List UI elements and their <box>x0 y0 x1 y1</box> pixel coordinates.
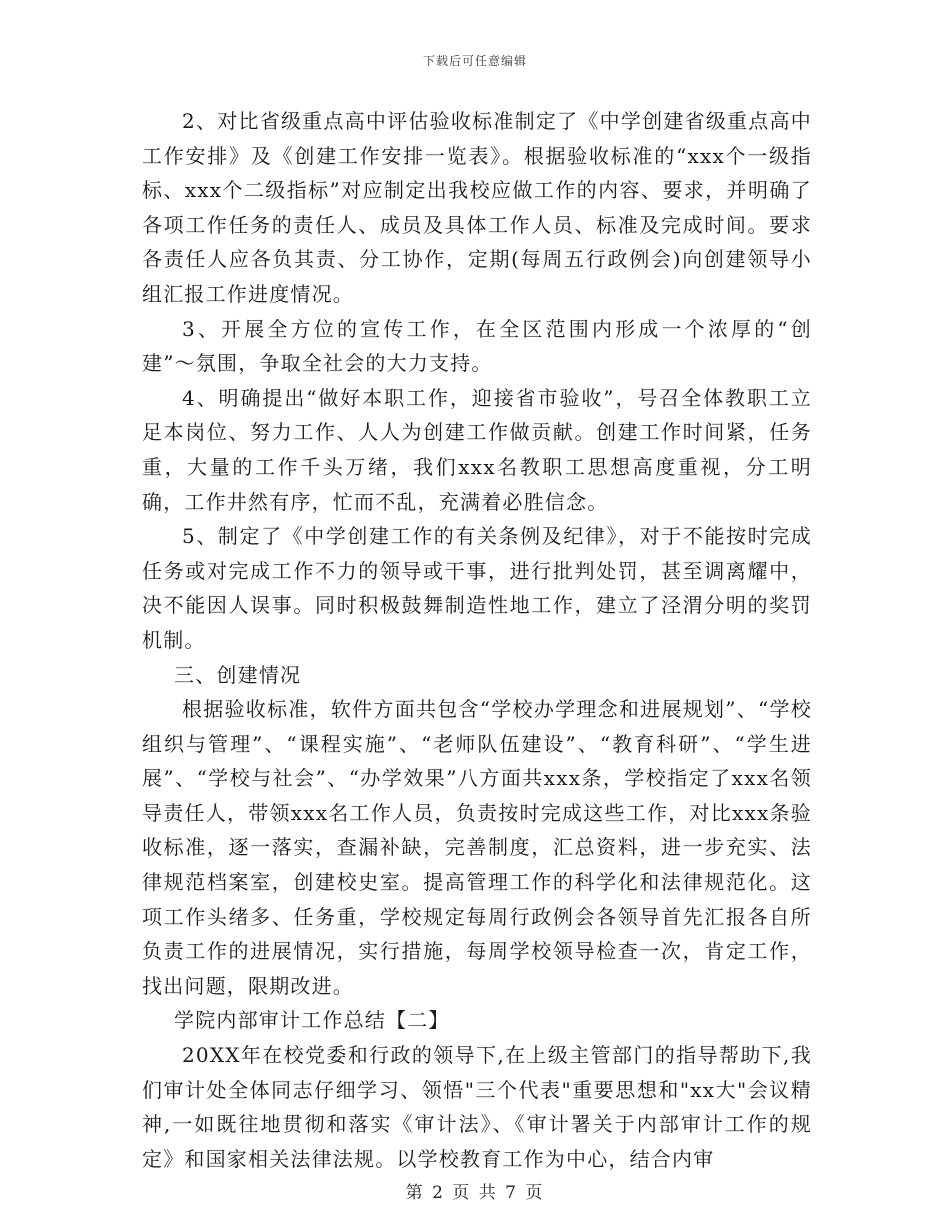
paragraph-item-2: 2、对比省级重点高中评估验收标准制定了《中学创建省级重点高中工作安排》及《创建工作安排一览表》。根据验收标准的“xxx个一级指标、xxx个二级指标”对应制定出我校应做工作的内容、要求，并明确了各项工作任务的责任人、成员及具体工作人员、标准及完成时间。要求各责任人应各负其责、分工协作，定期(每周五行政例会)向创建领导小组汇报工作进度情况。 <box>142 109 812 306</box>
section-paragraph: 根据验收标准，软件方面共包含“学校办学理念和进展规划”、“学校组织与管理”、“课程实施”、“老师队伍建设”、“教育科研”、“学生进展”、“学校与社会”、“办学效果”八方面共xxx条，学校指定了xxx名领导责任人，带领xxx名工作人员，负责按时完成这些工作，对比xxx条验收标准，逐一落实，查漏补缺，完善制度，汇总资料，进一步充实、法律规范档案室，创建校史室。提高管理工作的科学化和法律规范化。这项工作头绪多、任务重，学校规定每周行政例会各领导首先汇报各自所负责工作的进展情况，实行措施，每周学校领导检查一次，肯定工作，找出问题，限期改进。 <box>142 697 812 998</box>
paragraph-item-4: 4、明确提出“做好本职工作，迎接省市验收”，号召全体教职工立足本岗位、努力工作、人人为创建工作做贡献。创建工作时间紧，任务重，大量的工作千头万绪，我们xxx名教职工思想高度重视，分工明确，工作井然有序，忙而不乱，充满着必胜信念。 <box>142 385 812 514</box>
article-title: 学院内部审计工作总结【二】 <box>174 1008 450 1033</box>
section-heading: 三、创建情况 <box>174 662 302 687</box>
paragraph-item-5: 5、制定了《中学创建工作的有关条例及纪律》，对于不能按时完成任务或对完成工作不力的领导或干事，进行批判处罚，甚至调离耀中，决不能因人误事。同时积极鼓舞制造性地工作，建立了泾渭分明的奖罚机制。 <box>142 524 812 652</box>
page-number: 第 2 页 共 7 页 <box>405 1183 545 1203</box>
document-body <box>142 104 812 1176</box>
paragraph-item-3: 3、开展全方位的宣传工作，在全区范围内形成一个浓厚的“创建”～氛围，争取全社会的大力支持。 <box>142 316 812 376</box>
page-header-note: 下载后可任意编辑 <box>422 54 527 68</box>
article-paragraph: 20XX年在校党委和行政的领导下,在上级主管部门的指导帮助下,我们审计处全体同志仔细学习、领悟"三个代表"重要思想和"xx大"会议精神,一如既往地贯彻和落实《审计法》、《审计署关于内部审计工作的规定》和国家相关法律法规。以学校教育工作为中心，结合内审 <box>142 1043 812 1171</box>
